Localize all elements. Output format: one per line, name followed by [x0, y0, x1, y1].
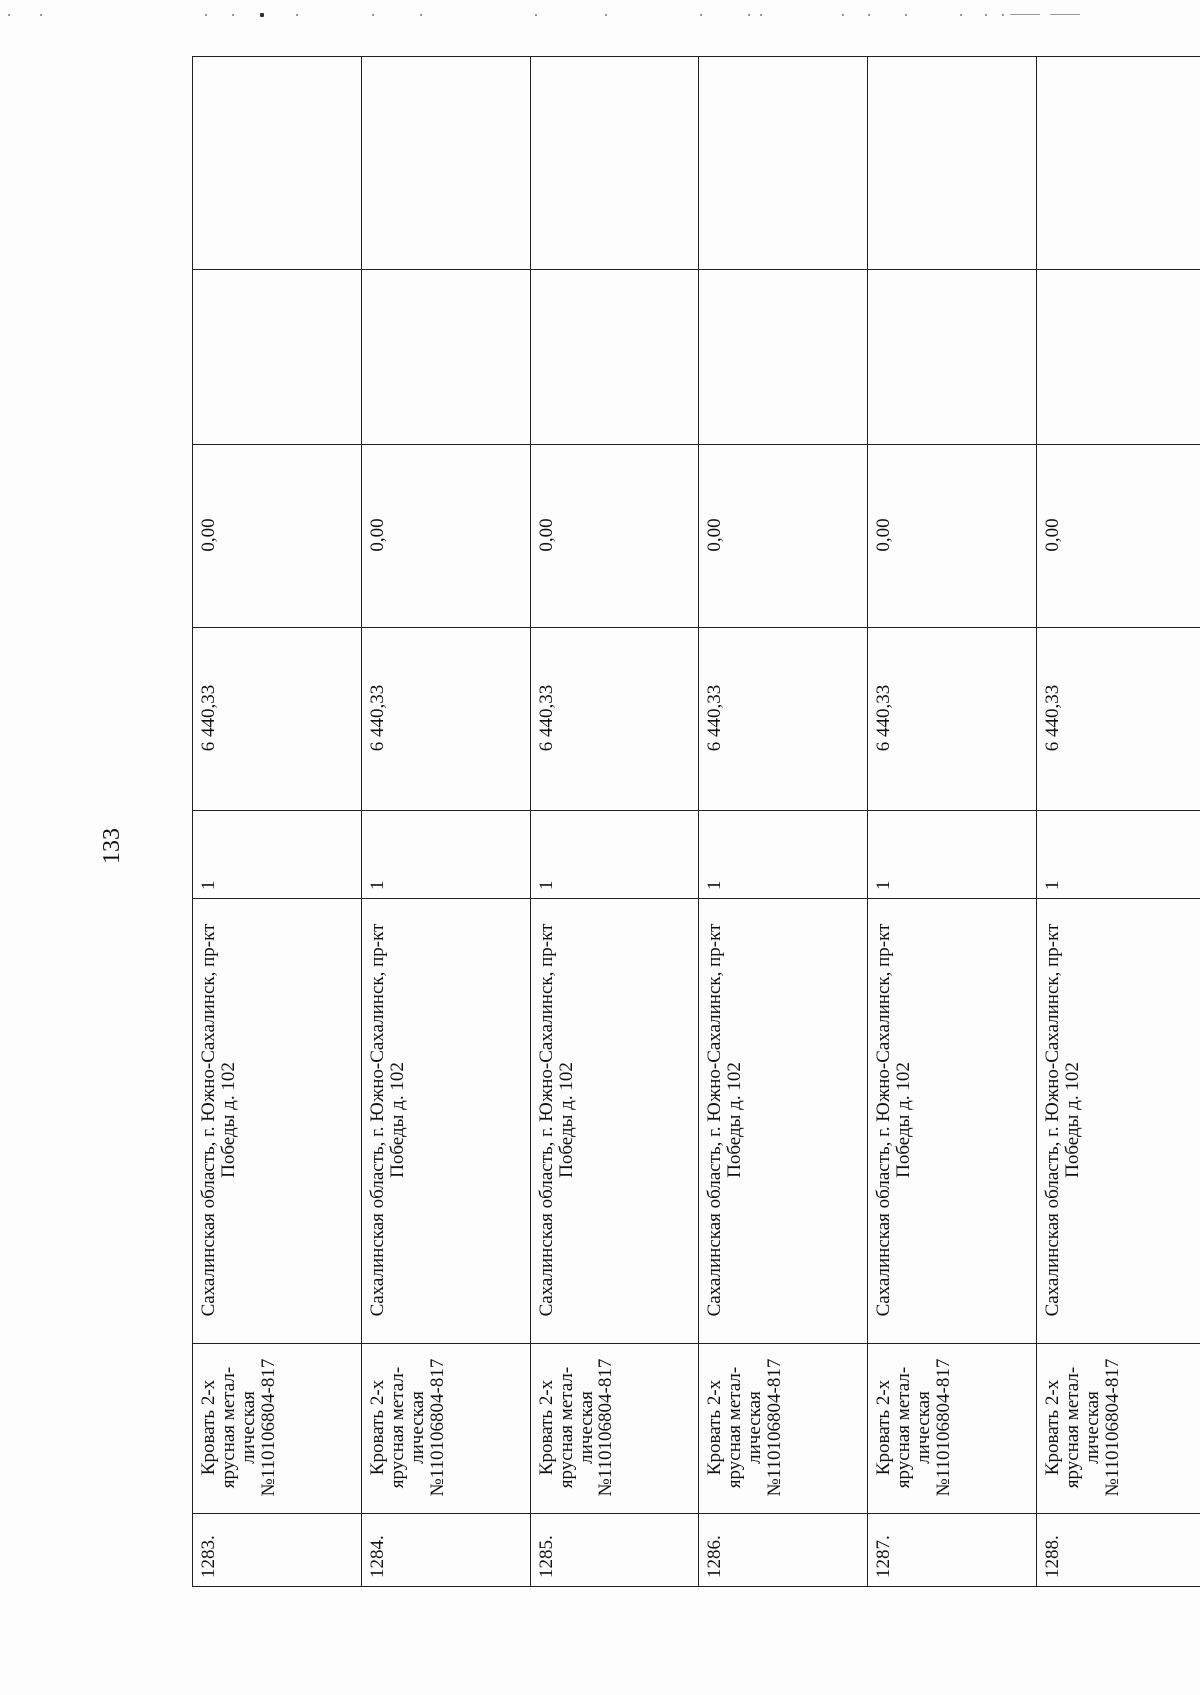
table-row: [193, 57, 362, 1587]
empty-cell: [1037, 270, 1200, 445]
table-wrapper: [192, 57, 1200, 1587]
table-row: [361, 57, 530, 1587]
row-number: 1285.: [530, 1514, 699, 1587]
empty-cell: [868, 270, 1037, 445]
row-number: 1288.: [1037, 1514, 1200, 1587]
row-number: 1287.: [868, 1514, 1037, 1587]
empty-cell: [1037, 57, 1200, 270]
item-name: Кровать 2-х ярусная метал-лическая №110106804-817: [1037, 1344, 1200, 1514]
table-row: [530, 57, 699, 1587]
item-name: Кровать 2-х ярусная метал-лическая №110106804-817: [868, 1344, 1037, 1514]
table-body: [193, 57, 1200, 1587]
item-address: Сахалинская область, г. Южно-Сахалинск, пр-кт Победы д. 102: [193, 899, 362, 1344]
empty-cell: [530, 57, 699, 270]
item-cost: 6 440,33: [868, 628, 1037, 811]
item-address: Сахалинская область, г. Южно-Сахалинск, пр-кт Победы д. 102: [1037, 899, 1200, 1344]
item-address: Сахалинская область, г. Южно-Сахалинск, пр-кт Победы д. 102: [530, 899, 699, 1344]
item-cost: 6 440,33: [193, 628, 362, 811]
item-quantity: 1: [193, 811, 362, 899]
item-residual-value: 0,00: [193, 445, 362, 628]
scan-artifacts: [0, 14, 1200, 24]
table-rotator: [192, 57, 1200, 1587]
item-quantity: 1: [361, 811, 530, 899]
table-row: [1037, 57, 1200, 1587]
item-residual-value: 0,00: [868, 445, 1037, 628]
empty-cell: [361, 270, 530, 445]
item-address: Сахалинская область, г. Южно-Сахалинск, пр-кт Победы д. 102: [868, 899, 1037, 1344]
item-residual-value: 0,00: [361, 445, 530, 628]
empty-cell: [361, 57, 530, 270]
item-address: Сахалинская область, г. Южно-Сахалинск, пр-кт Победы д. 102: [699, 899, 868, 1344]
empty-cell: [699, 57, 868, 270]
item-residual-value: 0,00: [1037, 445, 1200, 628]
item-residual-value: 0,00: [530, 445, 699, 628]
item-quantity: 1: [699, 811, 868, 899]
table-row: [868, 57, 1037, 1587]
item-name: Кровать 2-х ярусная метал-лическая №110106804-817: [699, 1344, 868, 1514]
item-quantity: 1: [868, 811, 1037, 899]
empty-cell: [193, 57, 362, 270]
item-name: Кровать 2-х ярусная метал-лическая №110106804-817: [361, 1344, 530, 1514]
item-quantity: 1: [530, 811, 699, 899]
empty-cell: [868, 57, 1037, 270]
empty-cell: [193, 270, 362, 445]
page-number: 133: [99, 828, 125, 864]
row-number: 1286.: [699, 1514, 868, 1587]
item-name: Кровать 2-х ярусная метал-лическая №110106804-817: [193, 1344, 362, 1514]
empty-cell: [530, 270, 699, 445]
row-number: 1284.: [361, 1514, 530, 1587]
inventory-table: [192, 56, 1200, 1587]
item-name: Кровать 2-х ярусная метал-лическая №110106804-817: [530, 1344, 699, 1514]
item-residual-value: 0,00: [699, 445, 868, 628]
item-quantity: 1: [1037, 811, 1200, 899]
item-cost: 6 440,33: [699, 628, 868, 811]
item-cost: 6 440,33: [361, 628, 530, 811]
row-number: 1283.: [193, 1514, 362, 1587]
empty-cell: [699, 270, 868, 445]
item-address: Сахалинская область, г. Южно-Сахалинск, пр-кт Победы д. 102: [361, 899, 530, 1344]
item-cost: 6 440,33: [530, 628, 699, 811]
item-cost: 6 440,33: [1037, 628, 1200, 811]
table-row: [699, 57, 868, 1587]
